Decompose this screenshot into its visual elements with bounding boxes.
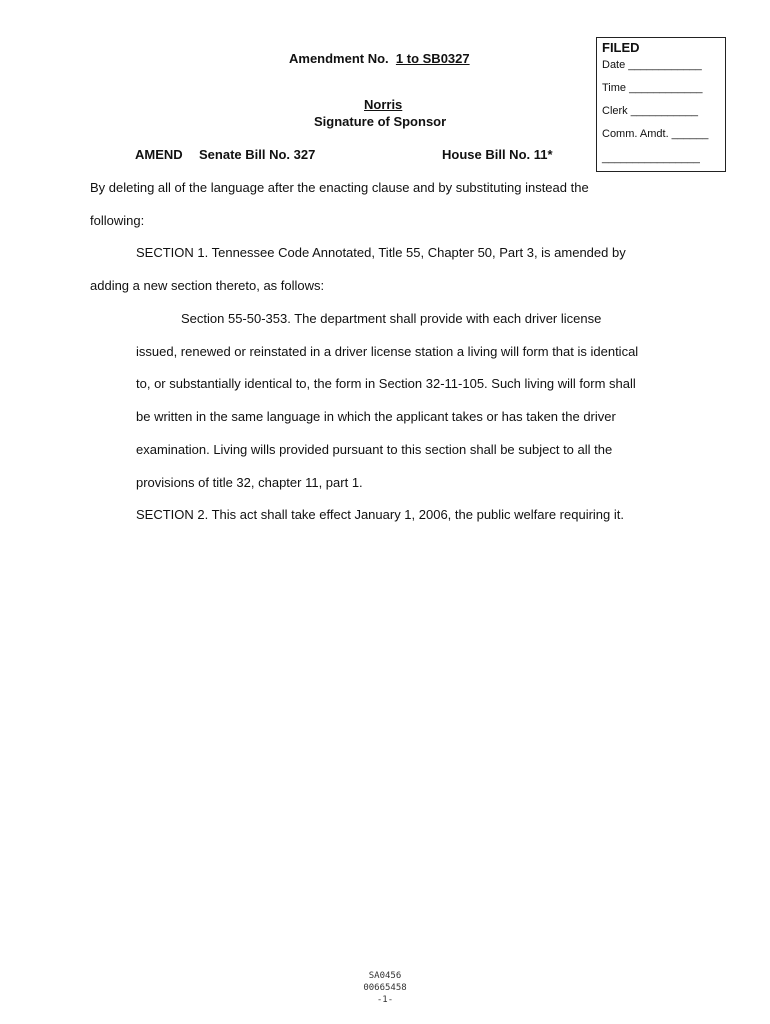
section-1-line-1: SECTION 1. Tennessee Code Annotated, Title 55, Chapter 50, Part 3, is amended by [136, 245, 626, 260]
section-2: SECTION 2. This act shall take effect January 1, 2006, the public welfare requiring it. [136, 507, 624, 522]
amendment-number: 1 to SB0327 [395, 51, 470, 66]
new-section-line-6: provisions of title 32, chapter 11, part 1. [136, 475, 363, 490]
filed-time-line: Time ____________ [602, 82, 703, 94]
new-section-line-2: issued, renewed or reinstated in a driver license station a living will form that is identical [136, 344, 639, 359]
amendment-title [289, 51, 470, 66]
page-number: -1- [376, 995, 394, 1005]
sponsor-name: Norris [364, 97, 403, 112]
intro-line-2: following: [90, 213, 145, 228]
senate-bill-number: Senate Bill No. 327 [199, 147, 316, 162]
amend-label: AMEND [135, 147, 183, 162]
footer-code-2: 00665458 [363, 983, 407, 993]
amendment-prefix: Amendment No. [289, 51, 389, 66]
footer-code-1: SA0456 [368, 971, 402, 981]
filed-title: FILED [602, 40, 640, 55]
house-bill-number: House Bill No. 11* [442, 147, 553, 162]
sponsor-signature-label: Signature of Sponsor [314, 114, 447, 129]
filed-date-line: Date ____________ [602, 59, 702, 71]
filed-comm-amdt-line: Comm. Amdt. ______ [602, 128, 709, 140]
filed-blank-line: ________________ [602, 152, 700, 164]
new-section-line-3: to, or substantially identical to, the form in Section 32-11-105. Such living will form shall [136, 376, 636, 391]
new-section-line-1: Section 55-50-353. The department shall provide with each driver license [181, 311, 602, 326]
new-section-line-4: be written in the same language in which the applicant takes or has taken the driver [136, 409, 616, 424]
section-1-line-2: adding a new section thereto, as follows: [90, 278, 325, 293]
filed-clerk-line: Clerk ___________ [602, 105, 699, 117]
filed-stamp-box [596, 37, 726, 172]
new-section-line-5: examination. Living wills provided pursuant to this section shall be subject to all the [136, 442, 613, 457]
intro-line-1: By deleting all of the language after the enacting clause and by substituting instead the [90, 180, 589, 195]
